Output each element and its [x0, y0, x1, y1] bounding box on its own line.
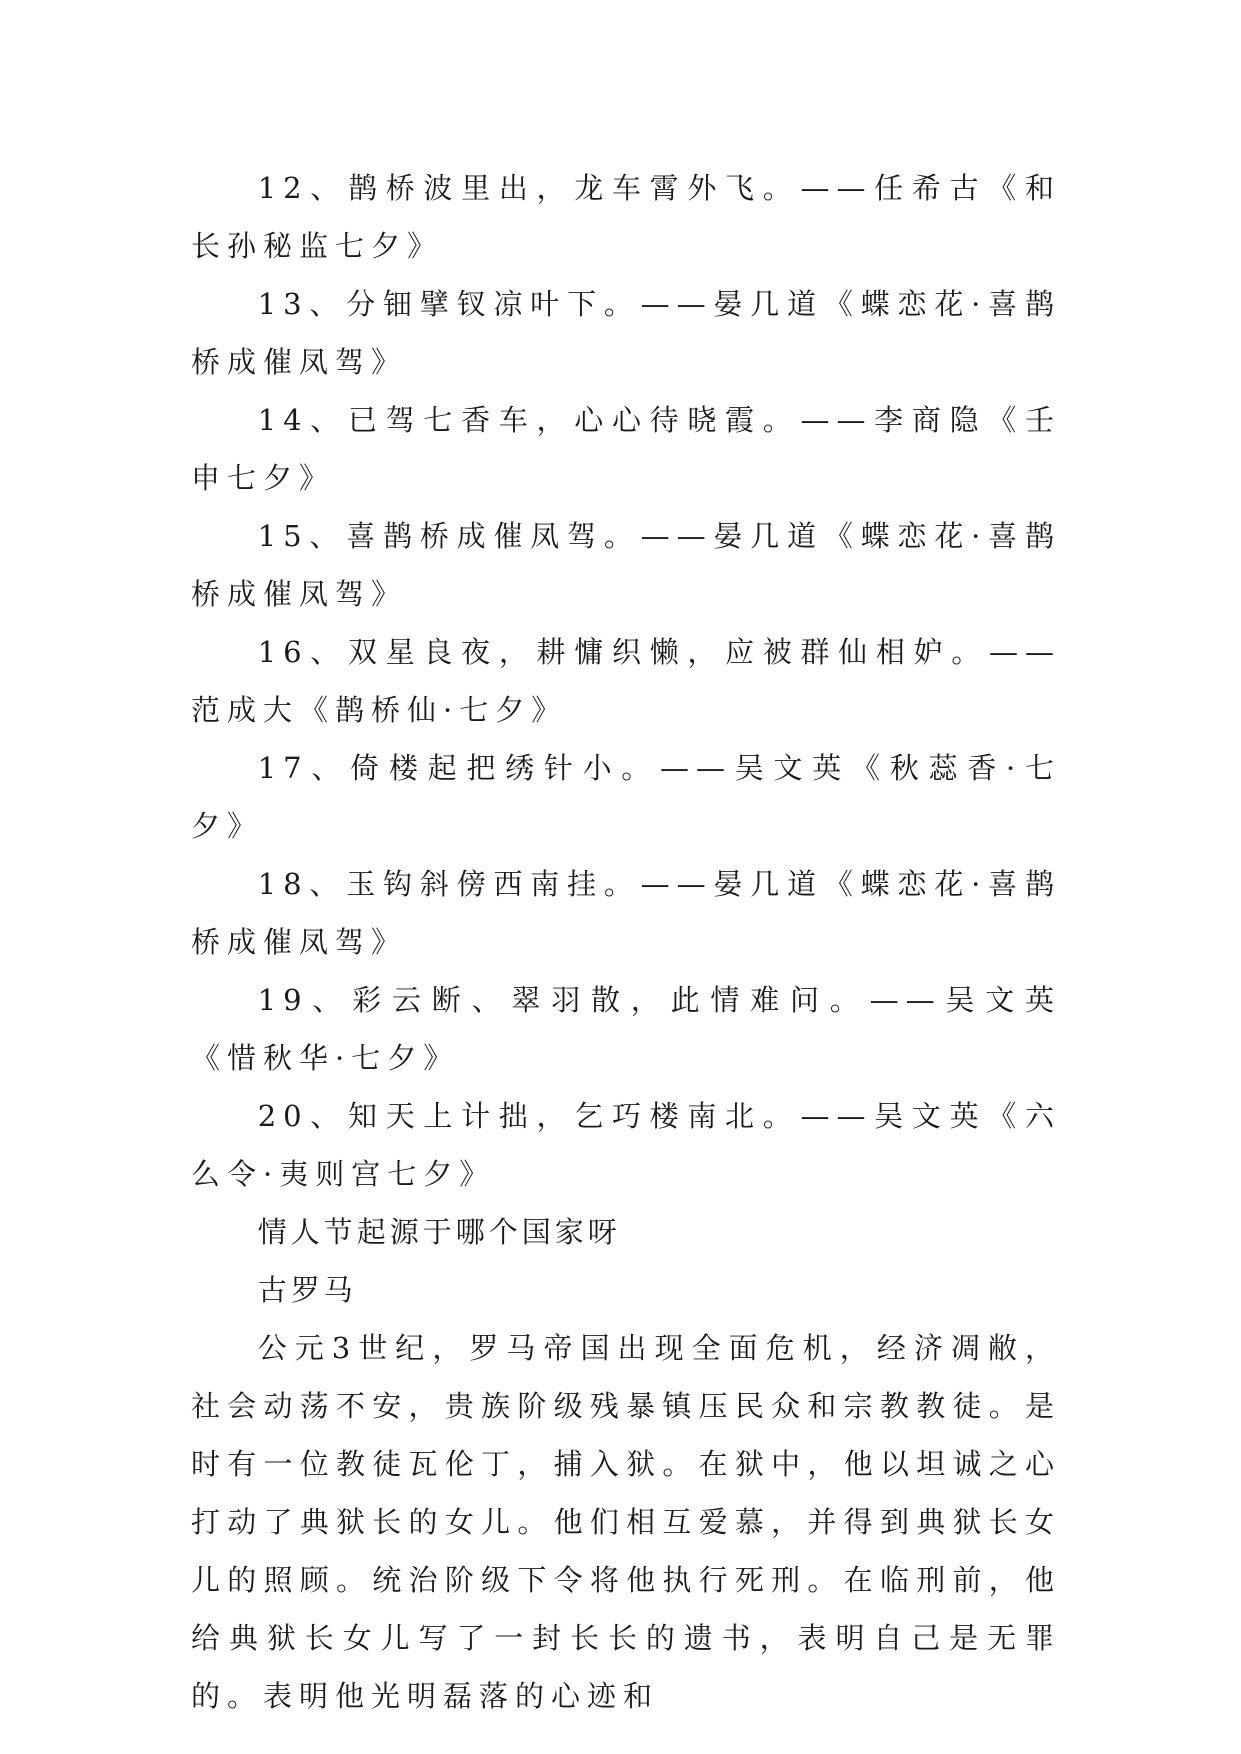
poem-line-16: 16、双星良夜，耕慵织懒，应被群仙相妒。——范成大《鹊桥仙·七夕》 — [191, 635, 1061, 727]
poem-line-20: 20、知天上计拙，乞巧楼南北。——吴文英《六么令·夷则宫七夕》 — [191, 1099, 1061, 1191]
section-answer: 古罗马 — [257, 1273, 357, 1307]
poem-line-13: 13、分钿擘钗凉叶下。——晏几道《蝶恋花·喜鹊桥成催凤驾》 — [191, 287, 1061, 379]
poem-line-17: 17、倚楼起把绣针小。——吴文英《秋蕊香·七夕》 — [191, 751, 1061, 843]
poem-line-14: 14、已驾七香车，心心待晓霞。——李商隐《壬申七夕》 — [191, 403, 1061, 495]
poem-line-12: 12、鹊桥波里出，龙车霄外飞。——任希古《和长孙秘监七夕》 — [191, 171, 1061, 263]
body-paragraph: 公元3世纪，罗马帝国出现全面危机，经济凋敝，社会动荡不安，贵族阶级残暴镇压民众和宗教教徒。是时有一位教徒瓦伦丁，捕入狱。在狱中，他以坦诚之心打动了典狱长的女儿。他们相互爱慕，并得到典狱长女儿的照顾。统治阶级下令将他执行死刑。在临刑前，他给典狱长女儿写了一封长长的遗书，表明自己是无罪的。表明他光明磊落的心迹和 — [191, 1331, 1061, 1713]
document-body — [191, 159, 1061, 1725]
poem-line-18: 18、玉钩斜傍西南挂。——晏几道《蝶恋花·喜鹊桥成催凤驾》 — [191, 867, 1061, 959]
poem-line-15: 15、喜鹊桥成催凤驾。——晏几道《蝶恋花·喜鹊桥成催凤驾》 — [191, 519, 1061, 611]
poem-line-19: 19、彩云断、翠羽散，此情难问。——吴文英《惜秋华·七夕》 — [191, 983, 1061, 1075]
section-question: 情人节起源于哪个国家呀 — [257, 1215, 621, 1249]
